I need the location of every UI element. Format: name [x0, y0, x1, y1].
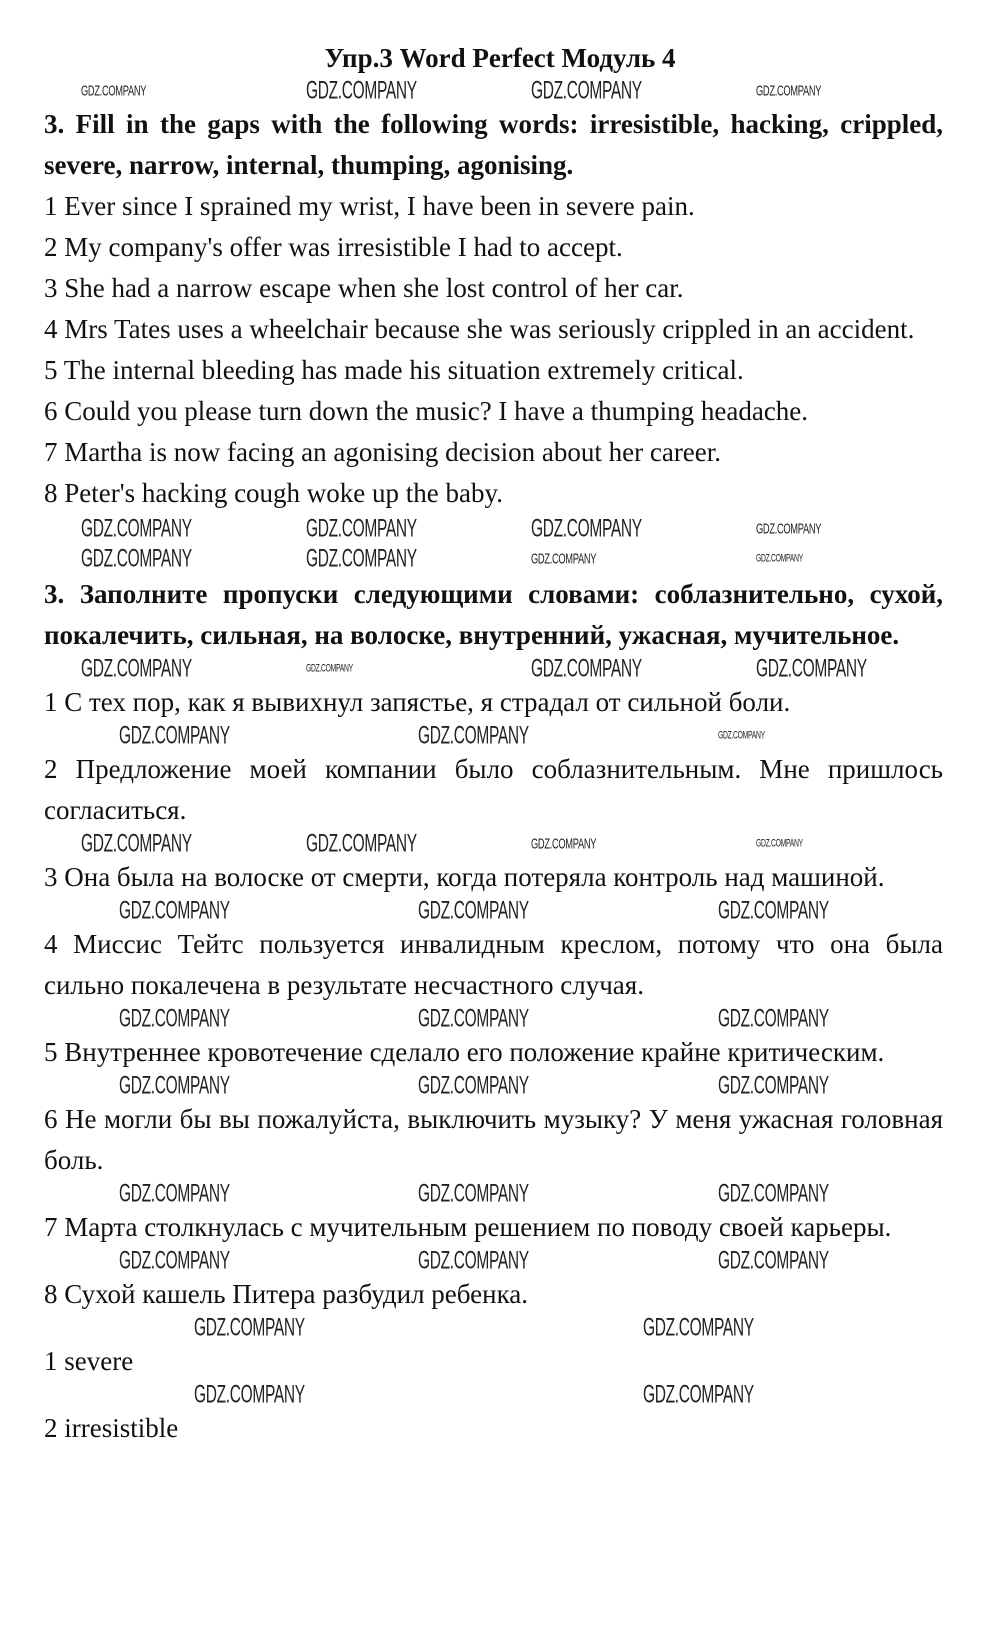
watermark-row [44, 78, 943, 104]
watermark: GDZ.COMPANY [755, 82, 821, 100]
watermark-slot [643, 1315, 793, 1341]
watermark: GDZ.COMPANY [530, 76, 642, 105]
english-item: 6 Could you please turn down the music? I have a thumping headache. [44, 396, 809, 426]
russian-item: 2 Предложение моей компании было соблазнительным. Мне пришлось согласиться. [44, 754, 943, 825]
watermark-slot [718, 723, 868, 749]
watermark-slot [718, 1073, 868, 1099]
english-item: 1 Ever since I sprained my wrist, I have been in severe pain. [44, 191, 695, 221]
watermark-slot [756, 656, 906, 682]
watermark-row [44, 1181, 943, 1207]
watermark-slot [718, 1248, 868, 1274]
watermark: GDZ.COMPANY [418, 1071, 530, 1100]
watermark-slot [306, 831, 456, 857]
watermark: GDZ.COMPANY [306, 544, 417, 573]
watermark-row [44, 656, 943, 682]
russian-item: 3 Она была на волоске от смерти, когда потеряла контроль над машиной. [44, 862, 885, 892]
watermark: GDZ.COMPANY [118, 1071, 230, 1100]
watermark: GDZ.COMPANY [193, 1380, 305, 1409]
watermark-row [44, 1006, 943, 1032]
answer-item: 1 severe [44, 1346, 134, 1376]
watermark-row [44, 898, 943, 924]
watermark-row [44, 1073, 943, 1099]
watermark: GDZ.COMPANY [118, 896, 230, 925]
watermark: GDZ.COMPANY [306, 662, 353, 675]
watermark-row [44, 514, 943, 544]
russian-item: 4 Миссис Тейтс пользуется инвалидным креслом, потому что она была сильно покалечена в результате несчастного случая. [44, 929, 943, 1000]
watermark-slot [756, 516, 906, 542]
watermark-slot [531, 656, 681, 682]
watermark: GDZ.COMPANY [530, 550, 597, 568]
watermark: GDZ.COMPANY [418, 721, 530, 750]
watermark-slot [643, 1382, 793, 1408]
watermark-slot [531, 516, 681, 542]
watermark: GDZ.COMPANY [306, 76, 417, 105]
watermark: GDZ.COMPANY [118, 721, 230, 750]
watermark-slot [418, 723, 568, 749]
watermark-slot [194, 1315, 344, 1341]
watermark: GDZ.COMPANY [306, 514, 417, 543]
watermark-row [44, 831, 943, 857]
russian-item: 7 Марта столкнулась с мучительным решением по поводу своей карьеры. [44, 1212, 892, 1242]
watermark: GDZ.COMPANY [643, 1380, 755, 1409]
watermark-slot [756, 78, 906, 104]
page-title: Упр.3 Word Perfect Модуль 4 [324, 43, 676, 73]
watermark-slot [418, 898, 568, 924]
watermark: GDZ.COMPANY [81, 82, 147, 100]
watermark: GDZ.COMPANY [755, 520, 821, 538]
english-item: 8 Peter's hacking cough woke up the baby. [44, 478, 503, 508]
russian-item: 5 Внутреннее кровотечение сделало его положение крайне критическим. [44, 1037, 885, 1067]
watermark-slot [531, 831, 681, 857]
english-instruction: 3. Fill in the gaps with the following words: irresistible, hacking, crippled, severe, narrow, internal, thumping, agonising. [44, 109, 943, 180]
watermark: GDZ.COMPANY [530, 514, 642, 543]
watermark: GDZ.COMPANY [81, 514, 193, 543]
watermark: GDZ.COMPANY [418, 896, 530, 925]
watermark-slot [418, 1181, 568, 1207]
watermark-slot [718, 1006, 868, 1032]
russian-item: 6 Не могли бы вы пожалуйста, выключить музыку? У меня ужасная головная боль. [44, 1104, 943, 1175]
watermark: GDZ.COMPANY [755, 837, 803, 850]
russian-instruction: 3. Заполните пропуски следующими словами: соблазнительно, сухой, покалечить, сильная, на волоске, внутренний, ужасная, мучительное. [44, 579, 943, 650]
watermark-row [44, 544, 943, 574]
english-item: 5 The internal bleeding has made his situation extremely critical. [44, 355, 744, 385]
watermark-slot [718, 1181, 868, 1207]
watermark-slot [306, 656, 456, 682]
watermark: GDZ.COMPANY [718, 1071, 829, 1100]
watermark: GDZ.COMPANY [643, 1313, 755, 1342]
watermark-slot [531, 546, 681, 572]
watermark-row [44, 1382, 943, 1408]
watermark: GDZ.COMPANY [193, 1313, 305, 1342]
watermark: GDZ.COMPANY [718, 1246, 829, 1275]
watermark-slot [756, 546, 906, 572]
watermark-slot [119, 1006, 269, 1032]
watermark-slot [718, 898, 868, 924]
watermark-row [44, 723, 943, 749]
watermark: GDZ.COMPANY [118, 1179, 230, 1208]
watermark-slot [306, 78, 456, 104]
english-item: 2 My company's offer was irresistible I had to accept. [44, 232, 623, 262]
watermark-slot [119, 723, 269, 749]
watermark: GDZ.COMPANY [718, 1179, 829, 1208]
watermark-row [44, 1248, 943, 1274]
english-item: 3 She had a narrow escape when she lost control of her car. [44, 273, 684, 303]
watermark-slot [194, 1382, 344, 1408]
watermark-slot [119, 898, 269, 924]
watermark-slot [418, 1006, 568, 1032]
watermark-slot [81, 656, 231, 682]
english-item: 4 Mrs Tates uses a wheelchair because she was seriously crippled in an accident. [44, 314, 915, 344]
watermark: GDZ.COMPANY [118, 1246, 230, 1275]
watermark-slot [119, 1073, 269, 1099]
watermark-slot [756, 831, 906, 857]
watermark-slot [418, 1073, 568, 1099]
watermark: GDZ.COMPANY [418, 1246, 530, 1275]
watermark: GDZ.COMPANY [755, 552, 803, 565]
watermark-slot [81, 516, 231, 542]
english-item: 7 Martha is now facing an agonising decision about her career. [44, 437, 722, 467]
watermark: GDZ.COMPANY [755, 654, 867, 683]
watermark: GDZ.COMPANY [81, 654, 193, 683]
watermark-slot [81, 546, 231, 572]
watermark: GDZ.COMPANY [118, 1004, 230, 1033]
watermark: GDZ.COMPANY [530, 654, 642, 683]
russian-item: 1 С тех пор, как я вывихнул запястье, я страдал от сильной боли. [44, 687, 791, 717]
watermark: GDZ.COMPANY [718, 896, 829, 925]
watermark-slot [418, 1248, 568, 1274]
watermark-slot [119, 1181, 269, 1207]
watermark: GDZ.COMPANY [81, 829, 193, 858]
answer-item: 2 irresistible [44, 1413, 179, 1443]
watermark-slot [119, 1248, 269, 1274]
watermark: GDZ.COMPANY [530, 835, 597, 853]
watermark-slot [81, 78, 231, 104]
watermark: GDZ.COMPANY [306, 829, 417, 858]
watermark-slot [81, 831, 231, 857]
watermark: GDZ.COMPANY [718, 729, 765, 742]
watermark-row [44, 1315, 943, 1341]
russian-item: 8 Сухой кашель Питера разбудил ребенка. [44, 1279, 529, 1309]
watermark-slot [531, 78, 681, 104]
watermark-slot [306, 546, 456, 572]
watermark-slot [306, 516, 456, 542]
watermark: GDZ.COMPANY [718, 1004, 829, 1033]
watermark: GDZ.COMPANY [418, 1179, 530, 1208]
watermark: GDZ.COMPANY [418, 1004, 530, 1033]
watermark: GDZ.COMPANY [81, 544, 193, 573]
